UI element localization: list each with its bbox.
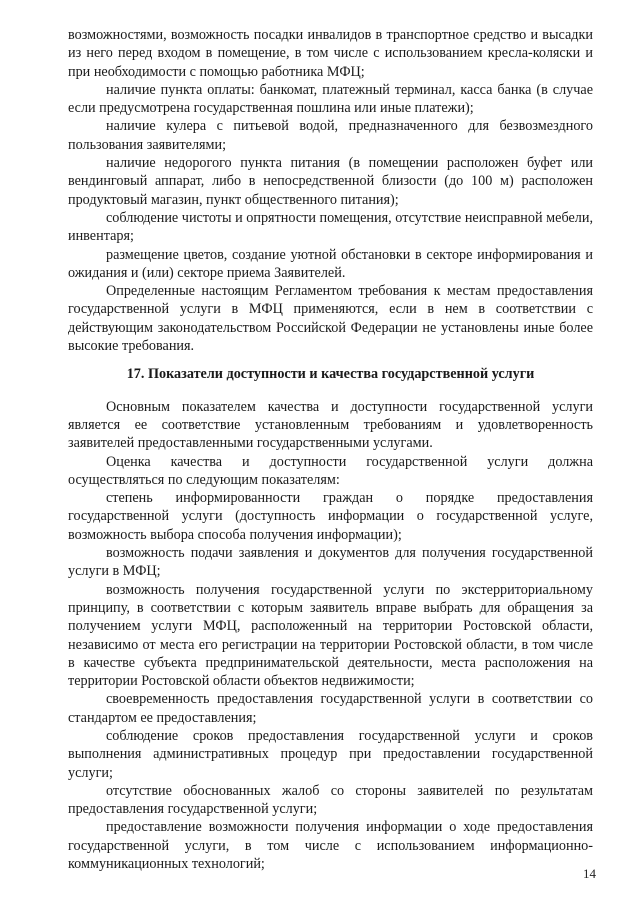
paragraph: возможность получения государственной услуги по экстерриториальному принципу, в соответствии с которым заявитель вправе выбрать для обращения за получением услуги МФЦ, расположенный на территории Ростовской области, независимо от места его регистрации на территории Ростовской области, в том числе в качестве субъекта предпринимательской деятельности, места расположения на территории Ростовской области объектов недвижимости; <box>68 581 593 690</box>
paragraph: степень информированности граждан о порядке предоставления государственной услуги (доступность информации о государственной услуге, возможность выбора способа получения информации); <box>68 490 593 543</box>
paragraph: соблюдение чистоты и опрятности помещения, отсутствие неисправной мебели, инвентаря; <box>68 209 593 245</box>
paragraph: наличие недорогого пункта питания (в помещении расположен буфет или вендинговый аппарат, либо в непосредственной близости (до 100 м) расположен продуктовый магазин, пункт общественного питания); <box>68 155 593 208</box>
paragraph: своевременность предоставления государственной услуги в соответствии со стандартом ее предоставления; <box>68 691 593 726</box>
section-heading: 17. Показатели доступности и качества государственной услуги <box>126 366 535 383</box>
paragraph: отсутствие обоснованных жалоб со стороны заявителей по результатам предоставления государственной услуги; <box>68 782 593 818</box>
paragraph: Определенные настоящим Регламентом требования к местам предоставления государственной услуги в МФЦ применяются, если в нем в соответствии с действующим законодательством Российской Федерации не установлены иные более высокие требования. <box>68 283 593 355</box>
paragraph: Оценка качества и доступности государственной услуги должна осуществляться по следующим показателям: <box>68 453 593 488</box>
page-number: 14 <box>583 866 596 881</box>
paragraph: наличие пункта оплаты: банкомат, платежный терминал, касса банка (в случае если предусмотрена государственная пошлина или иные платежи); <box>68 81 593 117</box>
paragraph: наличие кулера с питьевой водой, предназначенного для безвозмездного пользования заявителями; <box>68 118 593 153</box>
paragraph: предоставление возможности получения информации о ходе предоставления государственной услуги, в том числе с использованием информационно-коммуникационных технологий; <box>68 819 593 873</box>
paragraph: соблюдение сроков предоставления государственной услуги и сроков выполнения административных процедур при предоставлении государственной услуги; <box>68 727 593 781</box>
paragraph: размещение цветов, создание уютной обстановки в секторе информирования и ожидания и (или) секторе приема Заявителей. <box>68 246 593 281</box>
paragraph: возможность подачи заявления и документов для получения государственной услуги в МФЦ; <box>68 545 593 580</box>
document-page <box>68 26 593 873</box>
paragraph-continuation: возможностями, возможность посадки инвалидов в транспортное средство и высадки из него перед входом в помещение, в том числе с использованием кресла-коляски и при необходимости с помощью работника МФЦ; <box>68 27 593 80</box>
paragraph: Основным показателем качества и доступности государственной услуги является ее соответствие установленным требованиям и удовлетворенность заявителей предоставленными государственными услугами. <box>68 398 593 452</box>
